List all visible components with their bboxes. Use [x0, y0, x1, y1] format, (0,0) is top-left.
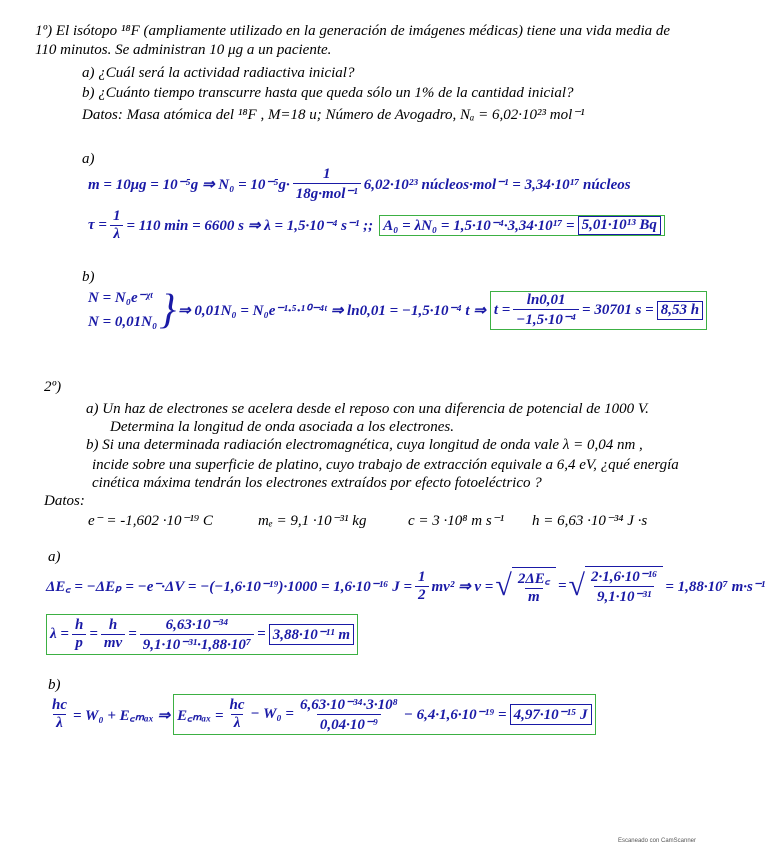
fraction-num: 1: [418, 568, 426, 585]
eq-text: − 6,4·1,6·10⁻¹⁹ =: [403, 707, 507, 723]
fraction-den: λ: [53, 714, 66, 732]
fraction-num: h: [74, 617, 84, 633]
answer-box-p2b: [173, 694, 595, 735]
p1-question-b: b) ¿Cuánto tiempo transcurre hasta que queda sólo un 1% de la cantidad inicial?: [82, 85, 574, 101]
fraction: [588, 567, 660, 606]
fraction: [101, 617, 125, 652]
p1-datos: Datos: Masa atómica del ¹⁸F , M=18 u; Número de Avogadro, Nₐ = 6,02·10²³ mol⁻¹: [82, 107, 585, 123]
eq-text: = 1,88·10⁷ m·s⁻¹: [665, 578, 765, 595]
fraction: [227, 697, 248, 732]
p2-equation-b: [46, 694, 596, 735]
fraction-num: 2ΔE꜀: [517, 570, 550, 587]
fraction-den: 18g·mol⁻¹: [293, 183, 361, 203]
answer-result-a: 5,01·10¹³ Bq: [578, 216, 661, 235]
fraction-num: 6,63·10⁻³⁴·3·10⁸: [299, 697, 398, 713]
p1-equation-b: [88, 286, 707, 334]
fraction-den: 2: [415, 586, 429, 604]
fraction-num: 2·1,6·10⁻¹⁶: [590, 569, 658, 585]
fraction: [140, 615, 254, 654]
fraction-num: h: [108, 617, 118, 633]
eq-text: ΔE꜀ = −ΔEₚ = −e⁻·ΔV = −(−1,6·10⁻¹⁹)·1000 = 1,6·10⁻¹⁶ J =: [46, 579, 412, 595]
eq-text: ⇒ 0,01N₀ = N₀e⁻¹·⁵·¹⁰⁻⁴ᵗ ⇒ ln0,01 = −1,5·10⁻⁴ t ⇒: [178, 302, 486, 319]
answer-box-a: [379, 215, 665, 236]
p1-equation-a2: [88, 208, 665, 243]
fraction-num: hc: [52, 697, 67, 713]
eq-text: = 110 min = 6600 s ⇒ λ = 1,5·10⁻⁴ s⁻¹ ;;: [126, 218, 374, 234]
p1-equation-a1: [88, 166, 631, 203]
fraction: [49, 697, 70, 732]
p2-title: 2º): [44, 379, 62, 395]
eq-text: = 30701 s =: [582, 301, 654, 318]
answer-result-p2a: 3,88·10⁻¹¹ m: [269, 624, 354, 645]
eq-text: E꜀ₘₐₓ =: [177, 707, 224, 724]
fraction: [415, 569, 429, 604]
answer-result-b: 8,53 h: [657, 301, 703, 320]
answer-box-p2a: λ = $\frac{h}{p}$ = $\frac{h}{mv}$ = $\frac{\text{6,63·10⁻³⁴}}{\text{9,1·10⁻³¹·1,88·10⁷}}$ = 3,88·10⁻¹¹ m: [46, 614, 358, 655]
fraction-num: hc: [229, 697, 245, 713]
eq-text: t =: [493, 301, 511, 318]
radicand: [585, 566, 663, 606]
fraction-den: mv: [101, 634, 125, 652]
p2-dato-light-speed: c = 3 ·10⁸ m s⁻¹: [408, 513, 505, 529]
fraction-den: m: [525, 588, 543, 606]
fraction-den: λ: [231, 714, 244, 732]
fraction-den: p: [72, 634, 86, 652]
fraction-den: 9,1·10⁻³¹·1,88·10⁷: [140, 634, 254, 654]
radical-icon: √: [568, 569, 585, 602]
fraction: [110, 208, 124, 243]
square-root: [569, 566, 664, 606]
p2-question-b-line3: cinética máxima tendrán los electrones extraídos por efecto fotoeléctrico ?: [92, 475, 542, 491]
fraction-num: 1: [112, 208, 121, 224]
p2-question-a-line2: Determina la longitud de onda asociada a los electrones.: [110, 419, 454, 435]
p1-label-a: a): [82, 151, 95, 167]
radical-icon: √: [495, 569, 512, 602]
eq-text: =: [557, 577, 567, 594]
system-line-1: N = N₀e⁻ᵡᵗ: [88, 290, 153, 306]
p2-label-a: a): [48, 549, 61, 565]
p2-datos-label: Datos:: [44, 493, 85, 509]
fraction-den: −1,5·10⁻⁴: [513, 309, 579, 329]
eq-text: = W₀ + E꜀ₘₐₓ ⇒: [73, 707, 171, 724]
fraction-num: 6,63·10⁻³⁴: [165, 617, 229, 633]
fraction: [293, 166, 361, 203]
fraction: [513, 292, 579, 329]
fraction-den: 0,04·10⁻⁹: [317, 714, 381, 734]
scanner-watermark: Escaneado con CamScanner: [617, 838, 696, 844]
fraction-den: 9,1·10⁻³¹: [594, 586, 654, 606]
square-root: [495, 567, 556, 606]
eq-text: 6,02·10²³ núcleos·mol⁻¹ = 3,34·10¹⁷ núcleos: [363, 177, 631, 193]
p1-label-b: b): [82, 269, 95, 285]
p1-intro-line1: 1º) El isótopo ¹⁸F (ampliamente utilizado en la generación de imágenes médicas) tiene una vida media de: [35, 23, 671, 39]
equation-system: [88, 286, 157, 334]
p1-question-a: a) ¿Cuál será la actividad radiactiva inicial?: [82, 65, 355, 81]
eq-text: A₀ = λN₀ = 1,5·10⁻⁴·3,34·10¹⁷ =: [383, 218, 575, 234]
p2-question-b-line2: incide sobre una superficie de platino, cuyo trabajo de extracción equivale a 6,4 eV, ¿qué energía: [92, 457, 679, 473]
p2-dato-electron-charge: e⁻ = -1,602 ·10⁻¹⁹ C: [88, 513, 213, 529]
eq-text: λ =: [50, 626, 69, 642]
fraction: [297, 695, 401, 734]
eq-text: τ =: [88, 217, 107, 233]
p2-equation-a1: [46, 566, 765, 606]
p2-dato-electron-mass: mₑ = 9,1 ·10⁻³¹ kg: [258, 513, 367, 529]
answer-result-p2b: 4,97·10⁻¹⁵ J: [510, 704, 592, 725]
p1-intro-line2: 110 minutos. Se administran 10 μg a un paciente.: [35, 42, 332, 58]
p2-question-a-line1: a) Un haz de electrones se acelera desde el reposo con una diferencia de potencial de 1000 V.: [86, 401, 649, 417]
eq-text: − W₀ =: [250, 706, 294, 722]
p2-dato-planck: h = 6,63 ·10⁻³⁴ J ·s: [532, 513, 648, 529]
eq-text: m = 10μg = 10⁻⁵g ⇒ N₀ = 10⁻⁵g·: [88, 177, 290, 193]
fraction: [515, 568, 553, 606]
fraction-num: ln0,01: [526, 291, 566, 308]
p2-label-b: b): [48, 677, 61, 693]
eq-text: mv² ⇒ v =: [431, 578, 494, 595]
fraction-den: λ: [110, 225, 123, 243]
system-line-2: N = 0,01N₀: [88, 314, 158, 330]
p2-equation-a2: [46, 614, 358, 655]
answer-box-b: [490, 291, 707, 330]
right-brace-icon: }: [159, 287, 176, 333]
fraction: [72, 617, 86, 652]
p2-question-b-line1: b) Si una determinada radiación electromagnética, cuya longitud de onda vale λ = 0,04 nm ,: [86, 437, 643, 453]
fraction-num: 1: [323, 166, 331, 182]
radicand: [512, 567, 556, 606]
